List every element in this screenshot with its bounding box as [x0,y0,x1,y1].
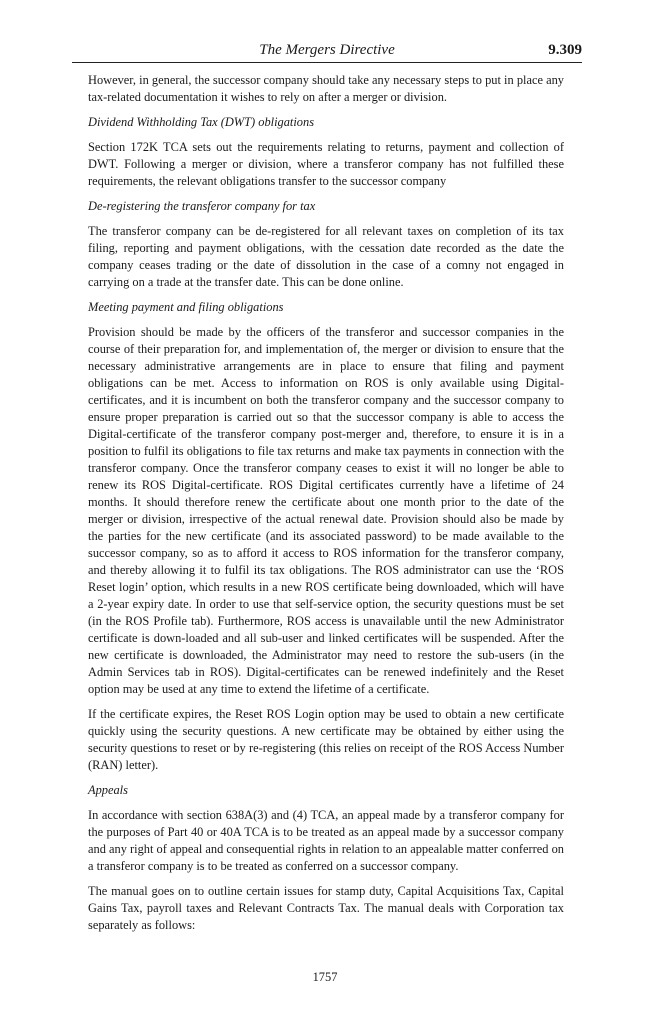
running-header [72,40,582,63]
deregistering-heading: De-registering the transferor company for tax [88,199,316,213]
page-body [88,72,564,942]
meeting-obligations-paragraph: Provision should be made by the officers of the transferor and successor companies in the course of their preparation for, and implementation of, the merger or division to ensure that the necessary administrative arrangements are in place to ensure that filing and payment obligations can be met. Access to information on ROS is only available using Digital-certificates, and it is incumbent on both the transferor company and the successor company to ensure proper preparation is carried out so that the successor company is able to access the Digital-certificate of the transferor company post-merger and, therefore, to ensure it is in a position to fulfil its obligations to file tax returns and make tax payments in connection with the transferor company. Once the transferor company ceases to exist it will no longer be able to renew its ROS Digital-certificate. ROS Digital certificates currently have a lifetime of 24 months. It should therefore renew the certificate about one month prior to the date of the merger or division, irrespective of the actual renewal date. Provision should also be made by the parties for the new certificate (and its associated password) to be made available to the successor company, so as to afford it access to ROS information for the transferor company, and thereby allowing it to fulfil its tax obligations. The ROS administrator can use the ‘ROS Reset login’ option, which results in a new ROS certificate being downloaded, which will have a 2-year expiry date. In order to use that self-service option, the security questions must be set (in the ROS Profile tab). Furthermore, ROS access is unavailable until the new Administrator certificate is down-loaded and all sub-user and linked certificates will be suspended. After the new certificate is downloaded, the Administrator may need to restore the sub-users (in the Admin Services tab in ROS). Digital-certificates can be renewed indefinitely and the Reset option may be used at any time to extend the lifetime of a certificate. [88,325,564,696]
dwt-paragraph: Section 172K TCA sets out the requirements relating to returns, payment and collection of DWT. Following a merger or division, where a transferor company has not fulfilled these requirements, the relevant obligations transfer to the successor company [88,140,564,188]
appeals-paragraph: In accordance with section 638A(3) and (4) TCA, an appeal made by a transferor company for the purposes of Part 40 or 40A TCA is to be treated as an appeal made by a successor company and any right of appeal and consequential rights in relation to an appealable matter conferred on a transferor company is to be treated as conferred on a successor company. [88,808,564,873]
running-title: The Mergers Directive [259,42,395,58]
certificate-expiry-paragraph: If the certificate expires, the Reset ROS Login option may be used to obtain a new certificate quickly using the security questions. A new certificate may be obtained by either using the security questions to reset or by re-registering (this relies on receipt of the ROS Access Number (RAN) letter). [88,707,564,772]
appeals-heading: Appeals [88,783,128,797]
deregistering-paragraph: The transferor company can be de-registered for all relevant taxes on completion of its tax filing, reporting and payment obligations, with the cessation date recorded as the date the company ceases trading or the date of dissolution in the case of a comny not engaged in carrying on a trade at the transfer date. This can be done online. [88,224,564,289]
page-number: 1757 [312,970,338,984]
meeting-obligations-heading: Meeting payment and filing obligations [88,300,284,314]
intro-paragraph: However, in general, the successor company should take any necessary steps to put in place any tax-related documentation it wishes to rely on after a merger or division. [88,73,564,104]
section-number: 9.309 [548,42,582,58]
dwt-heading: Dividend Withholding Tax (DWT) obligations [88,115,315,129]
closing-paragraph: The manual goes on to outline certain issues for stamp duty, Capital Acquisitions Tax, Capital Gains Tax, payroll taxes and Relevant Contracts Tax. The manual deals with Corporation tax separately as follows: [88,884,564,932]
